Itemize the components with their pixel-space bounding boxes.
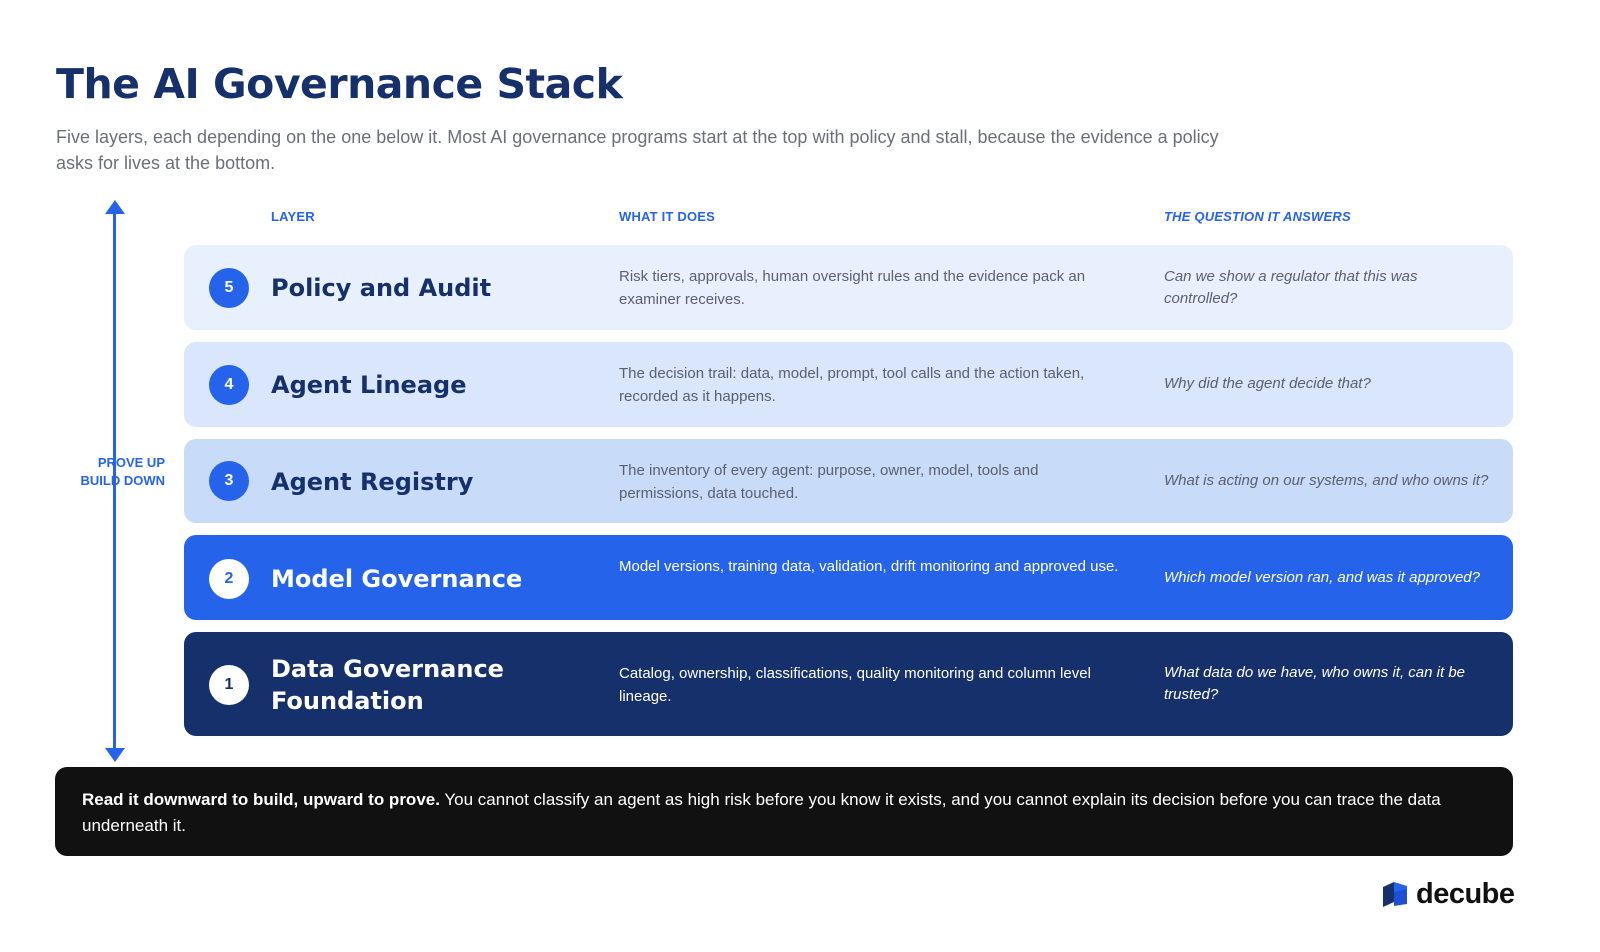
layer-name: Model Governance xyxy=(271,565,523,593)
column-header-what-it-does: WHAT IT DOES xyxy=(619,209,716,224)
layer-name: Policy and Audit xyxy=(271,274,492,302)
layer-name: Data Governance Foundation xyxy=(271,655,504,715)
column-header-question: THE QUESTION IT ANSWERS xyxy=(1164,209,1351,224)
layer-description: Model versions, training data, validation, drift monitoring and approved use. xyxy=(619,558,1119,575)
layer-row-policy-and-audit xyxy=(184,245,1513,330)
decube-logo-text: decube xyxy=(1416,877,1515,910)
layer-question: What is acting on our systems, and who owns it? xyxy=(1164,472,1489,489)
arrow-down-icon xyxy=(105,748,125,762)
layer-description: Catalog, ownership, classifications, quality monitoring and column level lineage. xyxy=(619,665,1091,705)
page-subtitle: Five layers, each depending on the one below it. Most AI governance programs start at the top with policy and stall, because the evidence a policy asks for lives at the bottom. xyxy=(56,127,1219,173)
layer-number-badge: 3 xyxy=(209,461,249,501)
layer-row-data-governance-foundation xyxy=(184,632,1513,736)
summary-callout-text: You cannot classify an agent as high risk before you know it exists, and you cannot explain its decision before you can trace the data underneath it. xyxy=(82,790,1441,835)
layer-number-badge: 2 xyxy=(209,559,249,599)
layer-question: Can we show a regulator that this was controlled? xyxy=(1164,268,1418,307)
decube-logo-icon xyxy=(1380,879,1410,909)
layer-question: Why did the agent decide that? xyxy=(1164,375,1371,392)
axis-label-build-down: BUILD DOWN xyxy=(80,473,165,488)
page-title: The AI Governance Stack xyxy=(56,60,623,108)
summary-callout xyxy=(55,767,1513,856)
layer-description: The inventory of every agent: purpose, owner, model, tools and permissions, data touched. xyxy=(619,462,1039,502)
decube-logo xyxy=(1380,876,1515,912)
layer-row-agent-lineage xyxy=(184,342,1513,427)
layer-description: The decision trail: data, model, prompt, tool calls and the action taken, recorded as it happens. xyxy=(619,365,1085,405)
layer-question: What data do we have, who owns it, can it be trusted? xyxy=(1164,664,1466,703)
layer-number-badge: 4 xyxy=(209,365,249,405)
arrow-up-icon xyxy=(105,200,125,214)
layer-question: Which model version ran, and was it approved? xyxy=(1164,569,1480,586)
axis-label-prove-up: PROVE UP xyxy=(97,455,165,470)
summary-callout-lead: Read it downward to build, upward to prove. xyxy=(82,790,440,809)
layer-number-badge: 1 xyxy=(209,665,249,705)
layer-row-agent-registry xyxy=(184,439,1513,523)
layer-name: Agent Registry xyxy=(271,468,474,496)
layer-number-badge: 5 xyxy=(209,268,249,308)
layer-name: Agent Lineage xyxy=(271,371,467,399)
column-header-layer: LAYER xyxy=(271,209,315,224)
layer-row-model-governance xyxy=(184,535,1513,620)
layer-description: Risk tiers, approvals, human oversight rules and the evidence pack an examiner receives. xyxy=(619,268,1086,308)
